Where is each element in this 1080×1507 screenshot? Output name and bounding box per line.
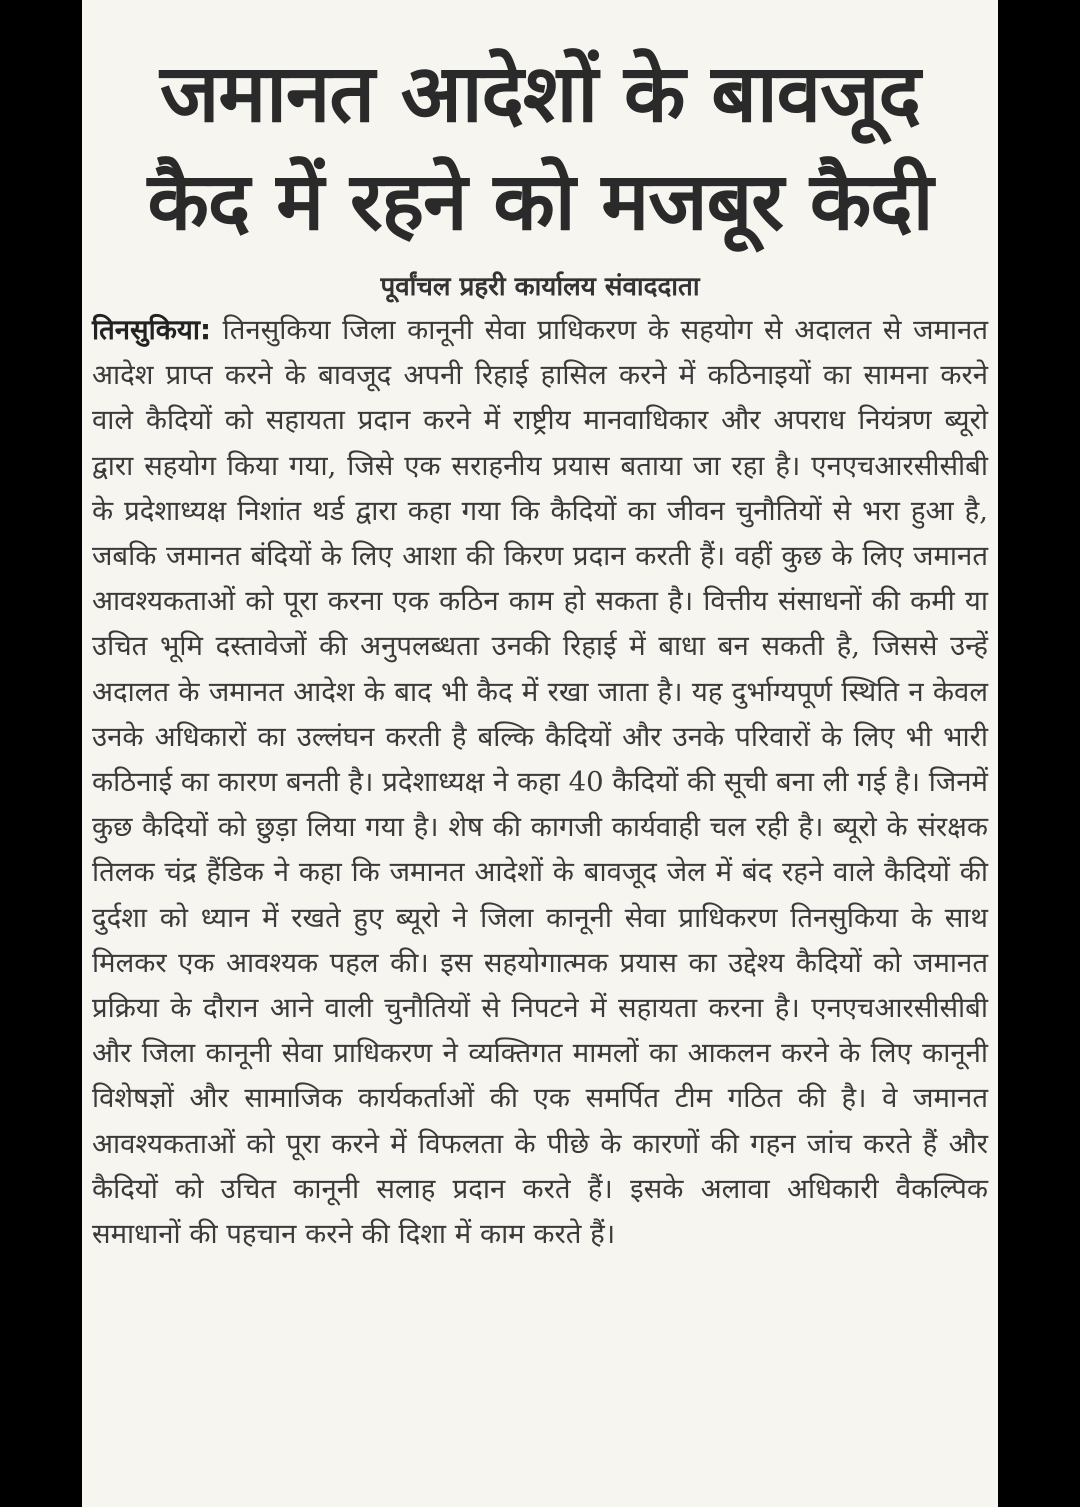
- headline-line-2: कैद में रहने को मजबूर कैदी: [147, 155, 933, 248]
- headline-line-1: जमानत आदेशों के बावजूद: [160, 47, 920, 140]
- newspaper-clipping: [82, 0, 998, 1507]
- dateline: तिनसुकिया:: [92, 314, 211, 346]
- article-body: [92, 308, 988, 1257]
- byline: पूर्वांचल प्रहरी कार्यालय संवाददाता: [380, 272, 700, 302]
- article-body-text: तिनसुकिया जिला कानूनी सेवा प्राधिकरण के सहयोग से अदालत से जमानत आदेश प्राप्त करने के बावजूद अपनी रिहाई हासिल करने में कठिनाइयों का सामना करने वाले कैदियों को सहायता प्रदान करने में राष्ट्रीय मानवाधिकार और अपराध नियंत्रण ब्यूरो द्वारा सहयोग किया गया, जिसे एक सराहनीय प्रयास बताया जा रहा है। एनएचआरसीसीबी के प्रदेशाध्यक्ष निशांत थर्ड द्वारा कहा गया कि कैदियों का जीवन चुनौतियों से भरा हुआ है, जबकि जमानत बंदियों के लिए आशा की किरण प्रदान करती हैं। वहीं कुछ के लिए जमानत आवश्यकताओं को पूरा करना एक कठिन काम हो सकता है। वित्तीय संसाधनों की कमी या उचित भूमि दस्तावेजों की अनुपलब्धता उनकी रिहाई में बाधा बन सकती है, जिससे उन्हें अदालत के जमानत आदेश के बाद भी कैद में रखा जाता है। यह दुर्भाग्यपूर्ण स्थिति न केवल उनके अधिकारों का उल्लंघन करती है बल्कि कैदियों और उनके परिवारों के लिए भी भारी कठिनाई का कारण बनती है। प्रदेशाध्यक्ष ने कहा 40 कैदियों की सूची बना ली गई है। जिनमें कुछ कैदियों को छुड़ा लिया गया है। शेष की कागजी कार्यवाही चल रही है। ब्यूरो के संरक्षक तिलक चंद्र हैंडिक ने कहा कि जमानत आदेशों के बावजूद जेल में बंद रहने वाले कैदियों की दुर्दशा को ध्यान में रखते हुए ब्यूरो ने जिला कानूनी सेवा प्राधिकरण तिनसुकिया के साथ मिलकर एक आवश्यक पहल की। इस सहयोगात्मक प्रयास का उद्देश्य कैदियों को जमानत प्रक्रिया के दौरान आने वाली चुनौतियों से निपटने में सहायता करना है। एनएचआरसीसीबी और जिला कानूनी सेवा प्राधिकरण ने व्यक्तिगत मामलों का आकलन करने के लिए कानूनी विशेषज्ञों और सामाजिक कार्यकर्ताओं की एक समर्पित टीम गठित की है। वे जमानत आवश्यकताओं को पूरा करने में विफलता के पीछे के कारणों की गहन जांच करते हैं और कैदियों को उचित कानूनी सलाह प्रदान करते हैं। इसके अलावा अधिकारी वैकल्पिक समाधानों की पहचान करने की दिशा में काम करते हैं।: [92, 314, 988, 1251]
